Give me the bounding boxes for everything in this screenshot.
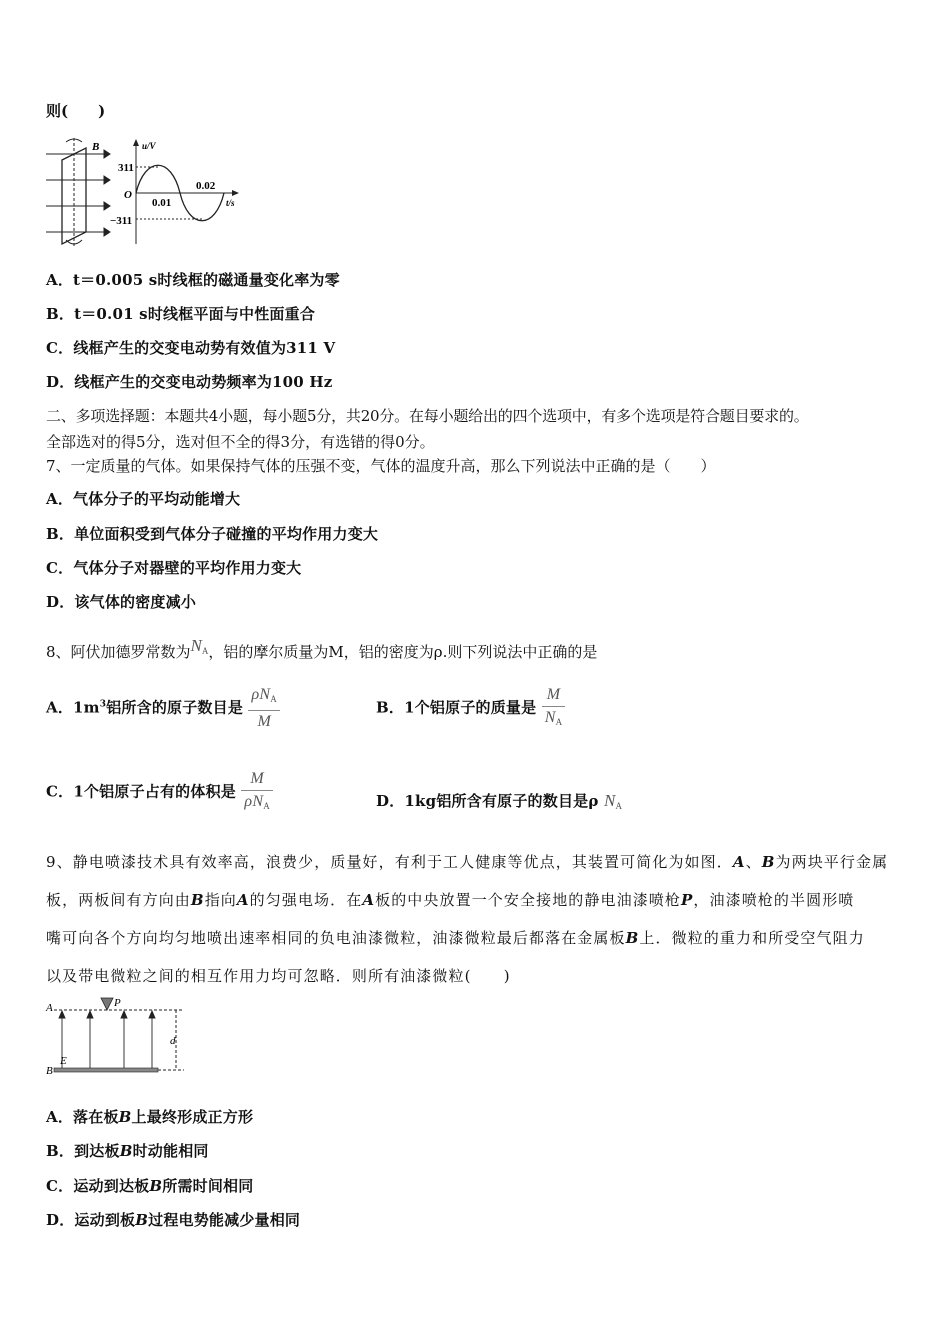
q6-option-c[interactable]: C．线框产生的交变电动势有效值为311 V — [46, 339, 336, 357]
ac-generator-figure — [44, 136, 244, 248]
x-axis-label: t/s — [226, 198, 235, 208]
distance-d-label: d — [170, 1035, 176, 1047]
field-b-label: B — [92, 141, 100, 153]
q7-option-b[interactable]: B．单位面积受到气体分子碰撞的平均作用力变大 — [46, 525, 379, 543]
electrostatic-spray-figure — [44, 996, 190, 1080]
q9-line3: 嘴可向各个方向均匀地喷出速率相同的负电油漆微粒，油漆微粒最后都落在金属板B上．微粒的重力和所受空气阻力 — [46, 929, 865, 947]
gun-label: P — [114, 997, 121, 1009]
q9-line2: 板，两板间有方向由B指向A的匀强电场．在A板的中央放置一个安全接地的静电油漆喷枪P，油漆喷枪的半圆形喷 — [46, 891, 855, 909]
q8-option-d[interactable]: D．1kg铝所含有原子的数目是ρ $N_A$ — [376, 791, 623, 811]
plate-b-label: B — [46, 1065, 53, 1077]
q7-option-a[interactable]: A．气体分子的平均动能增大 — [46, 490, 241, 508]
q6-option-b[interactable]: B．t＝0.01 s时线框平面与中性面重合 — [46, 305, 316, 323]
q6-option-a[interactable]: A．t＝0.005 s时线框的磁通量变化率为零 — [46, 271, 340, 289]
q9-stem — [46, 843, 908, 995]
q6-option-d[interactable]: D．线框产生的交变电动势频率为100 Hz — [46, 373, 333, 391]
q9-option-a[interactable]: A．落在板B上最终形成正方形 — [46, 1108, 254, 1126]
tick-002: 0.02 — [196, 180, 216, 192]
q9-line4: 以及带电微粒之间的相互作用力均可忽略．则所有油漆微粒( ) — [46, 967, 511, 985]
q9-option-b[interactable]: B．到达板B时动能相同 — [46, 1142, 209, 1160]
tick-neg-311: −311 — [110, 215, 133, 227]
q9-line1: 9、静电喷漆技术具有效率高，浪费少，质量好，有利于工人健康等优点，其装置可简化为如图．A、B为两块平行金属 — [46, 853, 889, 871]
q7-stem: 7、一定质量的气体。如果保持气体的压强不变，气体的温度升高，那么下列说法中正确的是（ ） — [46, 457, 716, 475]
section2-line2: 全部选对的得5分，选对但不全的得3分，有选错的得0分。 — [46, 433, 435, 451]
tick-311: 311 — [118, 162, 134, 174]
q8-stem: 8、阿伏加德罗常数为$N_A$，铝的摩尔质量为M，铝的密度为ρ.则下列说法中正确的是 — [46, 636, 598, 661]
q8-option-c[interactable]: C．1个铝原子占有的体积是 $\frac{M}{\rho N_A}$ — [46, 768, 273, 817]
q8-option-b[interactable]: B．1个铝原子的质量是 $\frac{M}{N_A}$ — [376, 684, 565, 733]
fraction-m-over-rho-na: $\frac{M}{\rho N_A}$ — [241, 768, 272, 817]
q8-option-a[interactable]: A．$1m^3$铝所含的原子数目是 $\frac{\rho N_A}{M}$ — [46, 684, 280, 733]
plate-a-label: A — [46, 1002, 53, 1014]
tick-001: 0.01 — [152, 197, 172, 209]
q7-option-c[interactable]: C．气体分子对器壁的平均作用力变大 — [46, 559, 302, 577]
q6-stem-tail: 则( ) — [46, 102, 106, 120]
q9-option-c[interactable]: C．运动到达板B所需时间相同 — [46, 1177, 254, 1195]
origin-label: O — [124, 189, 132, 201]
fraction-rho-na-over-m: $\frac{\rho N_A}{M}$ — [248, 684, 279, 733]
y-axis-label: u/V — [142, 141, 156, 151]
field-e-label: E — [60, 1055, 67, 1067]
section2-line1: 二、多项选择题：本题共4小题，每小题5分，共20分。在每小题给出的四个选项中，有多个选项是符合题目要求的。 — [46, 407, 809, 425]
q7-option-d[interactable]: D．该气体的密度减小 — [46, 593, 197, 611]
fraction-m-over-na: $\frac{M}{N_A}$ — [542, 684, 566, 733]
q9-option-d[interactable]: D．运动到板B过程电势能减少量相同 — [46, 1211, 301, 1229]
